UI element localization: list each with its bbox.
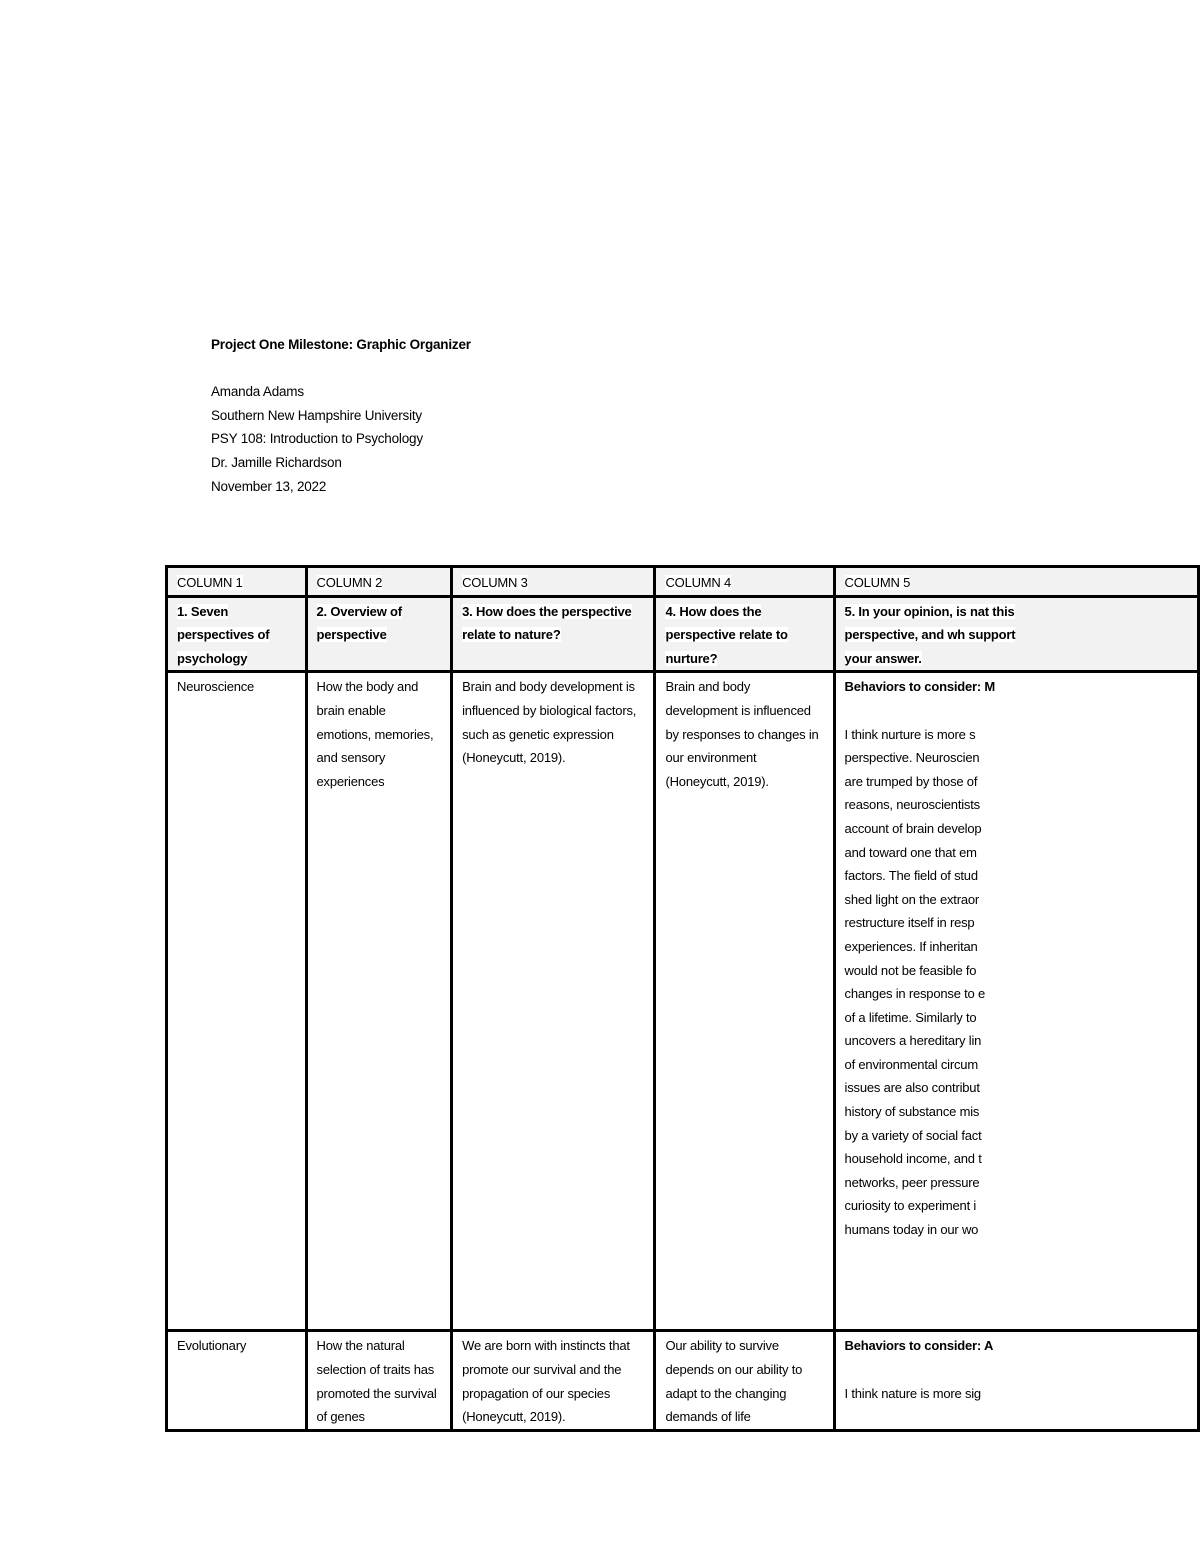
column-number-cell bbox=[834, 567, 1198, 597]
column-number-label: COLUMN 3 bbox=[462, 575, 528, 590]
nature-cell bbox=[452, 1331, 655, 1430]
opinion-line: of a lifetime. Similarly to bbox=[844, 1009, 977, 1025]
nature-cell bbox=[452, 672, 655, 1331]
question-text: 4. How does the perspective relate to nurture? bbox=[665, 603, 788, 666]
opinion-line: changes in response to e bbox=[844, 986, 986, 1002]
behaviors-label: Behaviors to consider: M bbox=[844, 679, 996, 695]
nurture-text: Brain and body development is influenced by responses to changes in our environment (Honeycutt, 2019). bbox=[665, 679, 819, 789]
opinion-line: curiosity to experiment i bbox=[844, 1198, 977, 1214]
opinion-line: would not be feasible fo bbox=[844, 962, 977, 978]
column-number-cell bbox=[452, 567, 655, 597]
column-number-cell bbox=[306, 567, 452, 597]
opinion-line: experiences. If inheritan bbox=[844, 938, 978, 954]
column-number-label: COLUMN 1 bbox=[177, 575, 243, 590]
nurture-cell bbox=[655, 672, 834, 1331]
opinion-line: and toward one that em bbox=[844, 844, 977, 860]
column-number-cell bbox=[167, 567, 307, 597]
opinion-line: history of substance mis bbox=[844, 1104, 980, 1120]
document-date: November 13, 2022 bbox=[211, 478, 327, 494]
question-cell bbox=[655, 596, 834, 672]
perspective-name: Neuroscience bbox=[177, 679, 255, 695]
document-title: Project One Milestone: Graphic Organizer bbox=[211, 337, 471, 352]
opinion-line: reasons, neuroscientists bbox=[844, 797, 980, 813]
opinion-line: I think nature is more sig bbox=[844, 1385, 981, 1401]
table-row bbox=[167, 672, 1199, 1331]
column-number-label: COLUMN 2 bbox=[316, 575, 383, 590]
document-header bbox=[211, 333, 471, 498]
opinion-line: issues are also contribut bbox=[844, 1080, 980, 1096]
overview-cell bbox=[306, 672, 452, 1331]
question-text: 1. Seven perspectives of psychology bbox=[177, 603, 270, 666]
opinion-line: account of brain develop bbox=[844, 820, 982, 836]
opinion-line: household income, and t bbox=[844, 1151, 982, 1167]
overview-cell bbox=[306, 1331, 452, 1430]
question-row bbox=[167, 596, 1199, 672]
table-row bbox=[167, 1331, 1199, 1430]
opinion-line: of environmental circum bbox=[844, 1056, 978, 1072]
opinion-line: restructure itself in resp bbox=[844, 915, 975, 931]
question-cell bbox=[167, 596, 307, 672]
perspective-cell bbox=[167, 1331, 307, 1430]
opinion-line: by a variety of social fact bbox=[844, 1127, 982, 1143]
paragraph-gap bbox=[845, 1358, 1188, 1382]
paragraph-gap bbox=[845, 699, 1188, 723]
column-number-label: COLUMN 4 bbox=[665, 575, 732, 590]
opinion-line: uncovers a hereditary lin bbox=[844, 1033, 982, 1049]
course-name: PSY 108: Introduction to Psychology bbox=[211, 431, 423, 447]
opinion-line: networks, peer pressure bbox=[844, 1174, 980, 1190]
opinion-line: perspective. Neuroscien bbox=[844, 750, 980, 766]
column-number-label: COLUMN 5 bbox=[844, 575, 911, 590]
graphic-organizer-table bbox=[165, 565, 1200, 1432]
nature-text: Brain and body development is influenced by biological factors, such as genetic expression (Honeycutt, 2019). bbox=[462, 679, 637, 766]
question-cell bbox=[452, 596, 655, 672]
perspective-cell bbox=[167, 672, 307, 1331]
nurture-text: Our ability to survive depends on our ability to adapt to the changing demands of life bbox=[665, 1338, 803, 1425]
question-text: 2. Overview of perspective bbox=[316, 603, 402, 643]
opinion-cell bbox=[834, 672, 1198, 1331]
instructor-name: Dr. Jamille Richardson bbox=[211, 454, 342, 470]
opinion-cell bbox=[834, 1331, 1198, 1430]
author-name: Amanda Adams bbox=[211, 384, 304, 400]
question-cell bbox=[834, 596, 1198, 672]
overview-text: How the body and brain enable emotions, memories, and sensory experiences bbox=[316, 679, 434, 789]
university-name: Southern New Hampshire University bbox=[211, 407, 422, 423]
question-text: 3. How does the perspective relate to nature? bbox=[462, 603, 632, 643]
opinion-line: factors. The field of stud bbox=[844, 868, 978, 884]
nature-text: We are born with instincts that promote our survival and the propagation of our species (Honeycutt, 2019). bbox=[462, 1338, 630, 1425]
column-number-cell bbox=[655, 567, 834, 597]
overview-text: How the natural selection of traits has promoted the survival of genes bbox=[316, 1338, 437, 1425]
opinion-line: I think nurture is more s bbox=[844, 726, 976, 742]
column-number-row bbox=[167, 567, 1199, 597]
opinion-text bbox=[845, 723, 1188, 1242]
opinion-line: humans today in our wo bbox=[844, 1222, 979, 1238]
opinion-line: are trumped by those of bbox=[844, 773, 978, 789]
behaviors-label: Behaviors to consider: A bbox=[844, 1338, 994, 1354]
opinion-line: shed light on the extraor bbox=[844, 891, 980, 907]
question-cell bbox=[306, 596, 452, 672]
perspective-name: Evolutionary bbox=[177, 1338, 247, 1354]
nurture-cell bbox=[655, 1331, 834, 1430]
question-text: 5. In your opinion, is nat this perspective, and wh support your answer. bbox=[844, 603, 1016, 666]
